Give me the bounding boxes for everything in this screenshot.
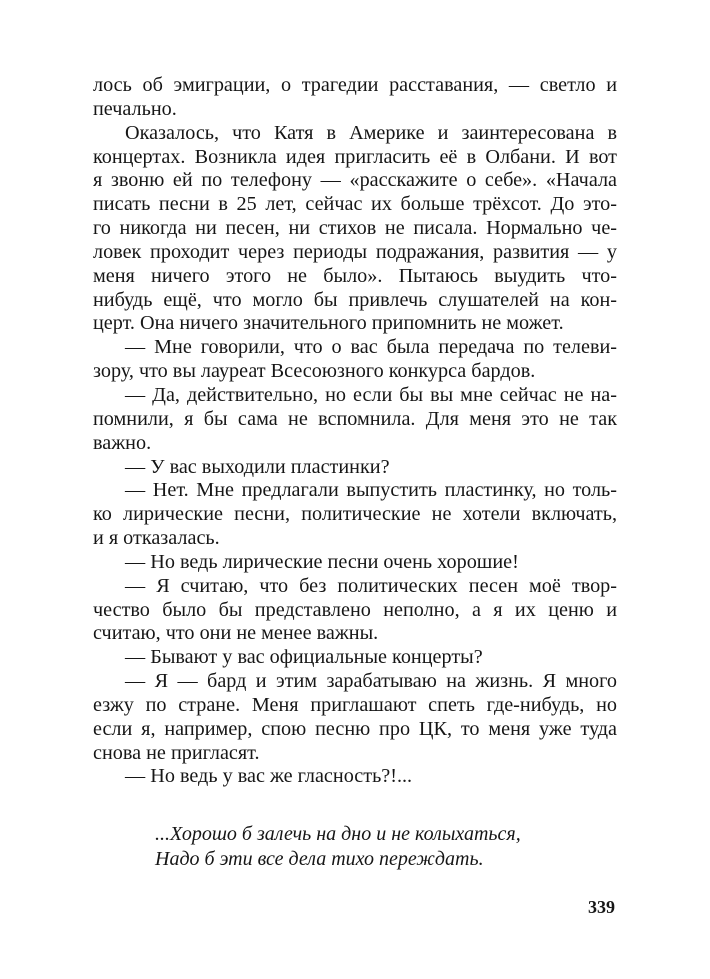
verse-line: Надо б эти все дела тихо переждать. bbox=[155, 847, 484, 870]
text-line: если я, например, спою песню про ЦК, то меня уже туда bbox=[93, 717, 617, 740]
text-line: печально. bbox=[93, 97, 177, 120]
text-line: писать песни в 25 лет, сейчас их больше трёхсот. До это- bbox=[93, 193, 617, 216]
verse-quote bbox=[155, 822, 615, 871]
text-line: концертах. Возникла идея пригласить её в Олбани. И вот bbox=[93, 145, 617, 168]
text-line: лось об эмиграции, о трагедии расставания, — светло и bbox=[93, 74, 617, 96]
text-line: — Мне говорили, что о вас была передача по телеви- bbox=[125, 336, 617, 359]
text-line: — Я — бард и этим зарабатываю на жизнь. Я много bbox=[125, 670, 617, 693]
text-line: меня ничего этого не было». Пытаюсь выудить что- bbox=[93, 264, 617, 287]
text-line: я звоню ей по телефону — «расскажите о себе». «Начала bbox=[93, 169, 617, 192]
text-line: — Я считаю, что без политических песен моё твор- bbox=[125, 574, 617, 597]
text-line: зору, что вы лауреат Всесоюзного конкурса бардов. bbox=[93, 360, 536, 383]
text-line: езжу по стране. Меня приглашают спеть где-нибудь, но bbox=[93, 693, 617, 716]
text-line: го никогда ни песен, ни стихов не писала. Нормально че- bbox=[93, 217, 617, 240]
text-line: считаю, что они не менее важны. bbox=[93, 622, 379, 645]
text-line: — Но ведь у вас же гласность?!... bbox=[125, 765, 413, 788]
text-line: нибудь ещё, что могло бы привлечь слушателей на кон- bbox=[93, 288, 617, 311]
text-line: — Но ведь лирические песни очень хорошие! bbox=[125, 550, 519, 573]
text-line: и я отказалась. bbox=[93, 527, 220, 550]
text-line: — Бывают у вас официальные концерты? bbox=[125, 646, 483, 669]
text-line: — У вас выходили пластинки? bbox=[125, 455, 390, 478]
text-line: ловек проходит через периоды подражания, развития — у bbox=[93, 240, 617, 263]
text-line: ко лирические песни, политические не хотели включать, bbox=[93, 503, 617, 526]
text-line: снова не пригласят. bbox=[93, 741, 260, 764]
text-line: важно. bbox=[93, 431, 152, 454]
text-line: церт. Она ничего значительного припомнить не может. bbox=[93, 312, 564, 335]
text-line: помнили, я бы сама не вспомнила. Для меня это не так bbox=[93, 407, 617, 430]
text-line: — Да, действительно, но если бы вы мне сейчас не на- bbox=[125, 383, 617, 406]
text-line: Оказалось, что Катя в Америке и заинтересована в bbox=[125, 121, 617, 144]
page-number: 339 bbox=[588, 897, 615, 917]
text-line: — Нет. Мне предлагали выпустить пластинку, но толь- bbox=[125, 479, 617, 502]
body-text bbox=[93, 74, 617, 789]
text-line: чество было бы представлено неполно, а я их ценю и bbox=[93, 598, 617, 621]
verse-line: ...Хорошо б залечь на дно и не колыхаться, bbox=[155, 823, 521, 845]
